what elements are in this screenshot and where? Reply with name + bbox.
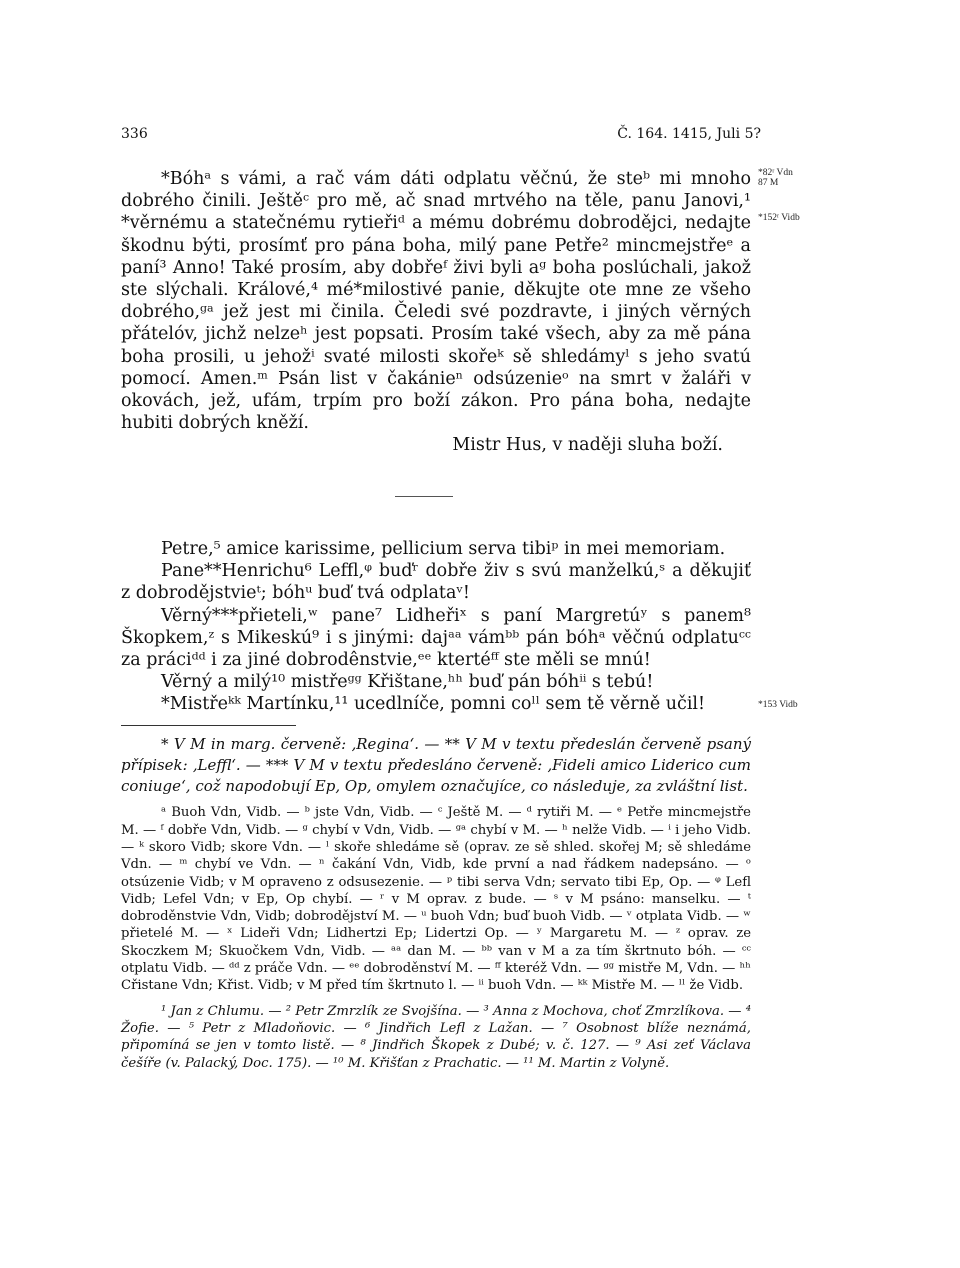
postscript-greetings	[121, 538, 751, 716]
page-number: 336	[121, 126, 148, 142]
margin-note-folio-3: *153 Vidb	[758, 700, 798, 710]
signature-line: Mistr Hus, v naději sluha boží.	[452, 435, 723, 456]
margin-note-line: 87 M	[758, 178, 779, 188]
margin-note-folio-1	[758, 168, 793, 188]
letter-paragraph: *Bóhᵃ s vámi, a rač vám dáti odplatu věčnú, že steᵇ mi mnoho dobrého činili. Ještěᶜ pro mě, ač snad mrtvého na těle, panu Janovi,¹ *věrnému a statečnému rytieřiᵈ a mému dobrému dobrodějci, nedajte škodnu býti, prosímť pro pána boha, milý pane Petře² mincmejstřeᵉ a paní³ Anno! Také prosím, aby dobřeᶠ živi byli aᵍ boha poslúchali, jakož ste slýchali. Králové,⁴ mé*milostivé panie, děkujte ote mne ze všeho dobrého,ᵍᵃ jež jest mi činila. Čeledi své pozdravte, i jiných věrných přátelóv, jichž nelzeʰ jest popsati. Prosím také všech, aby za mě pána boha prosili, u jehožⁱ svaté milosti skořeᵏ sě shledámyˡ s jeho svatú pomocí. Amen.ᵐ Psán list v čakánieⁿ odsúzenieᵒ na smrt v žaláři v okovách, jež, ufám, trpím pro boží zákon. Pro pána boha, nedajte hubiti dobrých kněží.	[121, 169, 751, 434]
greeting-paragraph: Petre,⁵ amice karissime, pellicium serva tibiᵖ in mei memoriam.	[161, 539, 726, 559]
editorial-note-text: * V M in marg. červeně: ‚Regina‘. — ** V M v textu předeslán červeně psaný přípisek: ‚Leffl‘. — *** V M v textu předesláno červeně: ‚Fideli amico Liderico cum coniuge‘, což napodobují Ep, Op, omylem označujíce, co následuje, za zvláštní list.	[121, 735, 751, 795]
greeting-paragraph: *Mistřeᵏᵏ Martínku,¹¹ ucedlníče, pomni coˡˡ sem tě věrně učil!	[161, 694, 706, 715]
greeting-paragraph: Věrný a milý¹⁰ mistřeᵍᵍ Křištane,ʰʰ buď pán bóhⁱⁱ s tebú!	[161, 672, 654, 693]
section-divider	[395, 496, 453, 497]
apparatus-text: ᵃ Buoh Vdn, Vidb. — ᵇ jste Vdn, Vidb. — ᶜ Ještě M. — ᵈ rytiři M. — ᵉ Petře mincmejstře M. — ᶠ dobře Vdn, Vidb. — ᵍ chybí v Vdn, Vidb. — ᵍᵃ chybí v M. — ʰ nelže Vidb. — ⁱ i jeho Vidb. — ᵏ skoro Vidb; skore Vdn. — ˡ skoře shledáme sě (oprav. ze sě shled. skořej M; sě shledáme Vdn. — ᵐ chybí ve Vdn. — ⁿ čakání Vdn, Vidb, kde první a nad řádkem nadepsáno. — ᵒ otsúzenie Vidb; v M opraveno z odsusezenie. — ᵖ tibi serva Vdn; servato tibi Ep, Op. — ᵠ Lefl Vidb; Lefel Vdn; v Ep, Op chybí. — ʳ v M oprav. z bude. — ˢ v M psáno: manselku. — ᵗ dobroděnstvie Vdn, Vidb; dobrodějství M. — ᵘ buoh Vdn; buď buoh Vidb. — ᵛ otplata Vidb. — ʷ přietelé M. — ˣ Lideři Vdn; Lidhertzi Ep; Lidertzi Op. — ʸ Margaretu M. — ᶻ oprav. ze Skoczkem M; Skuočkem Vdn, Vidb. — ᵃᵃ dan M. — ᵇᵇ van v M a za tím škrtnuto bóh. — ᶜᶜ otplatu Vidb. — ᵈᵈ z práče Vdn. — ᵉᵉ dobroděnství M. — ᶠᶠ kteréž Vdn. — ᵍᵍ mistře M, Vdn. — ʰʰ Cřistane Vdn; Křist. Vidb; v M před tím škrtnuto l. — ⁱⁱ buoh Vdn. — ᵏᵏ Mistře M. — ˡˡ že Vidb.	[121, 805, 751, 994]
margin-note-folio-2: *152ʳ Vidb	[758, 213, 800, 223]
numbered-footnotes-text: ¹ Jan z Chlumu. — ² Petr Zmrzlík ze Svojšína. — ³ Anna z Mochova, choť Zmrzlíkova. — ⁴ Žofie. — ⁵ Petr z Mladoňovic. — ⁶ Jindřich Lefl z Lažan. — ⁷ Osobnost blíže neznámá, připomíná se jen v tomto listě. — ⁸ Jindřich Škopek z Dubé; v. č. 127. — ⁹ Asi zeť Václava češíře (v. Palacký, Doc. 175). — ¹⁰ M. Křišťan z Prachatic. — ¹¹ M. Martin z Volyně.	[121, 1003, 751, 1071]
greeting-paragraph: Pane**Henrichu⁶ Leffl,ᵠ buďʳ dobře živ s svú manželkú,ˢ a děkujiť z dobrodějstvieᵗ; bóhᵘ buď tvá odplataᵛ!	[121, 561, 751, 604]
footnote-rule	[121, 725, 296, 726]
editorial-note	[121, 734, 751, 796]
numbered-footnotes	[121, 1003, 751, 1072]
greeting-paragraph: Věrný***přieteli,ʷ pane⁷ Lidheřiˣ s paní Margretúʸ s panem⁸ Škopkem,ᶻ s Mikeskú⁹ i s jinými: dajᵃᵃ vámᵇᵇ pán bóhᵃ věčnú odplatuᶜᶜ za práciᵈᵈ i za jiné dobrodênstvie,ᵉᵉ ktertéᶠᶠ ste měli se mnú!	[121, 605, 751, 671]
critical-apparatus	[121, 804, 751, 994]
running-head-reference: Č. 164. 1415, Juli 5?	[617, 126, 761, 142]
letter-body	[121, 168, 751, 457]
margin-note-line: *82ʳ Vdn	[758, 168, 793, 178]
footnotes	[121, 734, 751, 1072]
